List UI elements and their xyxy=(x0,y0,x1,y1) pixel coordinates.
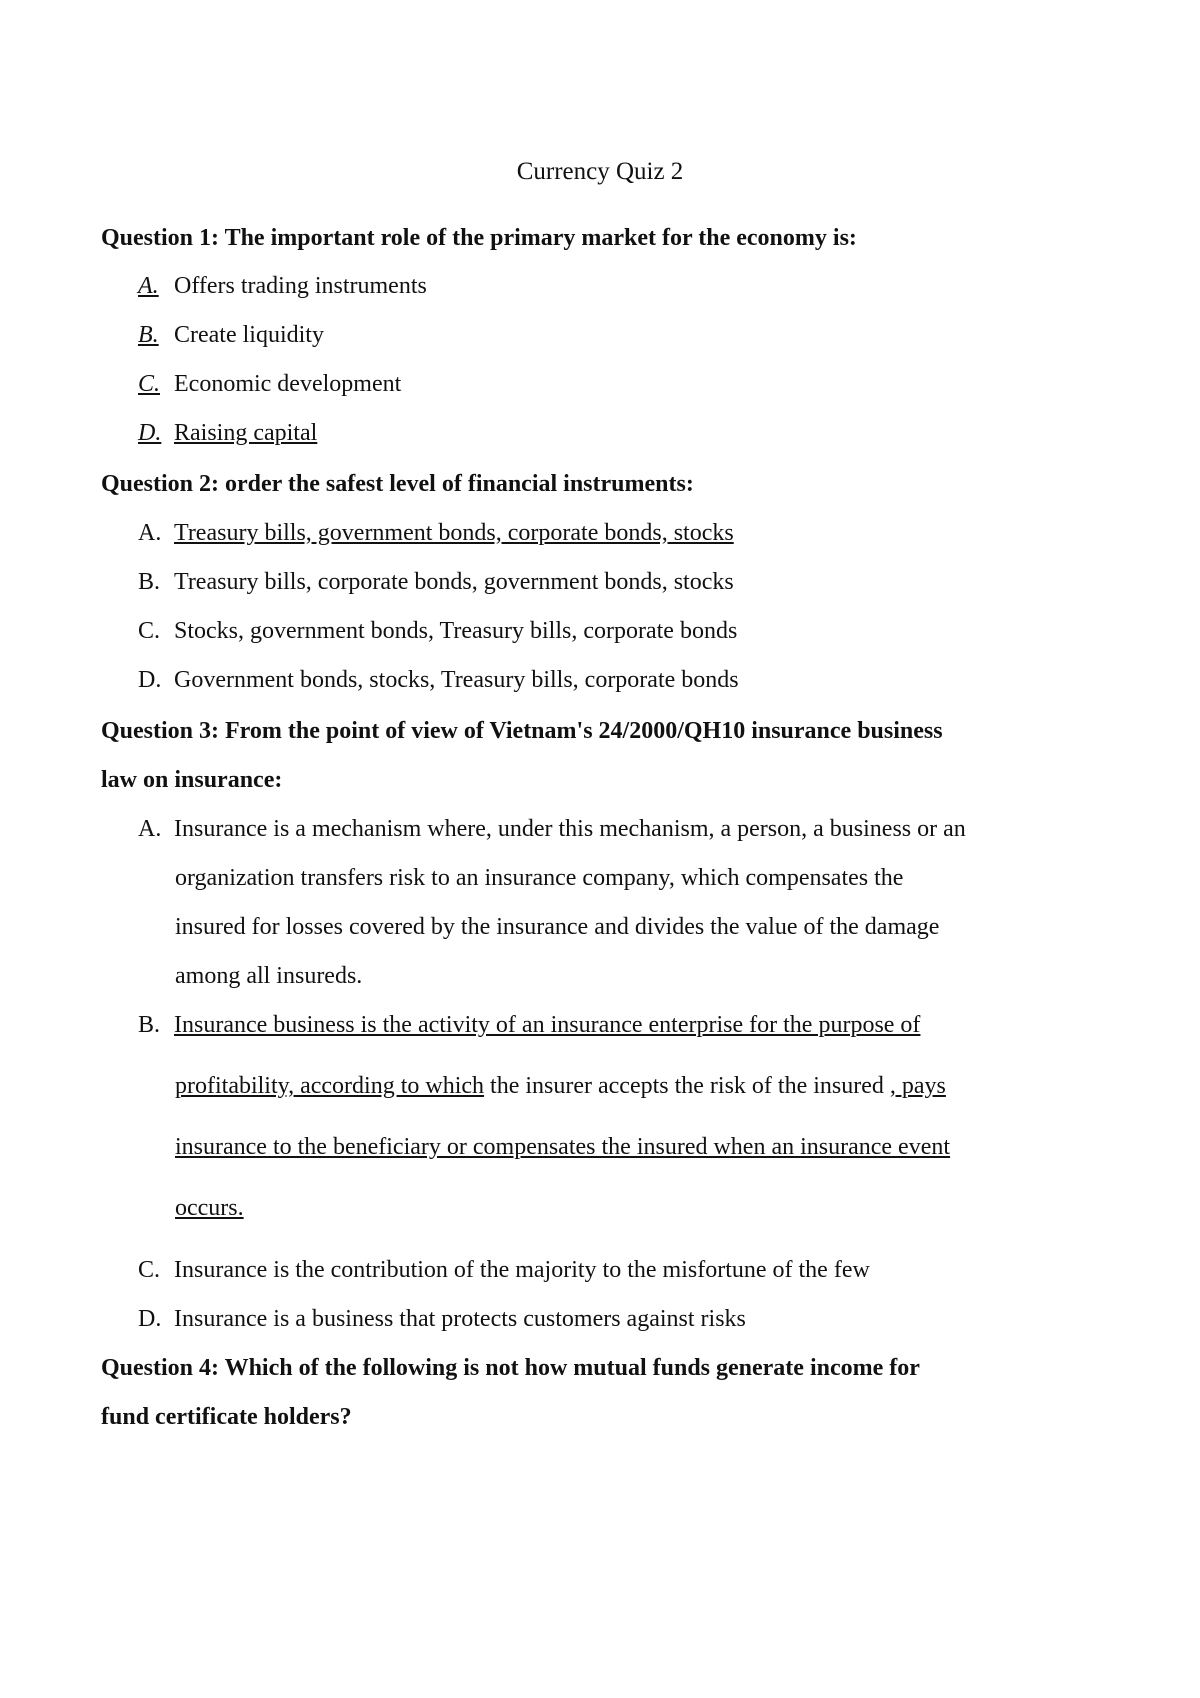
option-text-answer: Insurance business is the activity of an insurance enterprise for the purpose of xyxy=(174,1012,921,1038)
option-label: A. xyxy=(138,520,162,546)
option-text: Government bonds, stocks, Treasury bills, corporate bonds xyxy=(174,667,739,693)
q3-option-a-line-2: organization transfers risk to an insurance company, which compensates the xyxy=(175,865,904,891)
option-label: C. xyxy=(138,371,161,397)
option-label: C. xyxy=(138,1257,161,1283)
option-text: Offers trading instruments xyxy=(174,273,427,299)
q3-option-c xyxy=(138,1246,1118,1295)
q3-option-b-line-3: insurance to the beneficiary or compensates the insured when an insurance event xyxy=(175,1134,951,1160)
q3-option-a-line-4: among all insureds. xyxy=(175,963,363,989)
page-title: Currency Quiz 2 xyxy=(516,158,684,185)
option-text: Create liquidity xyxy=(174,322,324,348)
option-text: Insurance is a business that protects customers against risks xyxy=(174,1306,746,1332)
q1-option-b xyxy=(138,311,1118,360)
option-text: Insurance is a mechanism where, under this mechanism, a person, a business or an xyxy=(174,816,966,842)
q3-option-d xyxy=(138,1295,1118,1344)
q3-option-b-line-4: occurs. xyxy=(175,1195,244,1221)
option-text: Insurance is the contribution of the majority to the misfortune of the few xyxy=(174,1257,870,1283)
q2-option-b xyxy=(138,558,1118,607)
option-label: B. xyxy=(138,322,159,348)
q2-option-a xyxy=(138,509,1118,558)
q3-option-a-line-3: insured for losses covered by the insurance and divides the value of the damage xyxy=(175,914,940,940)
option-label: B. xyxy=(138,569,161,595)
question-4-line-1: Question 4: Which of the following is not how mutual funds generate income for xyxy=(101,1355,920,1381)
option-label: D. xyxy=(138,420,162,446)
option-text: Stocks, government bonds, Treasury bills, corporate bonds xyxy=(174,618,738,644)
option-label: B. xyxy=(138,1012,161,1038)
plain-fragment: the insurer accepts the risk of the insured xyxy=(490,1073,884,1099)
option-text: Economic development xyxy=(174,371,402,397)
option-label: A. xyxy=(138,273,159,299)
answer-fragment: profitability, according to which xyxy=(175,1073,485,1099)
q1-option-c xyxy=(138,360,1118,409)
q3-option-b-line-2 xyxy=(175,1062,1125,1111)
q2-option-d xyxy=(138,656,1118,705)
question-3-line-1: Question 3: From the point of view of Vietnam's 24/2000/QH10 insurance business xyxy=(101,718,943,744)
q2-option-c xyxy=(138,607,1118,656)
answer-fragment-tail: , pays xyxy=(889,1073,946,1099)
q3-option-a xyxy=(138,805,1118,854)
option-text-answer: Raising capital xyxy=(174,420,318,446)
question-4-line-2: fund certificate holders? xyxy=(101,1404,352,1430)
question-3-line-2: law on insurance: xyxy=(101,767,283,793)
q1-option-a xyxy=(138,262,1118,311)
option-label: A. xyxy=(138,816,162,842)
question-2: Question 2: order the safest level of financial instruments: xyxy=(101,471,694,497)
option-text-answer: Treasury bills, government bonds, corporate bonds, stocks xyxy=(174,520,734,546)
option-text: Treasury bills, corporate bonds, government bonds, stocks xyxy=(174,569,734,595)
option-label: D. xyxy=(138,667,162,693)
q1-option-d xyxy=(138,409,1118,458)
option-label: C. xyxy=(138,618,161,644)
option-label: D. xyxy=(138,1306,162,1332)
question-1: Question 1: The important role of the primary market for the economy is: xyxy=(101,225,857,251)
q3-option-b xyxy=(138,1001,1118,1050)
